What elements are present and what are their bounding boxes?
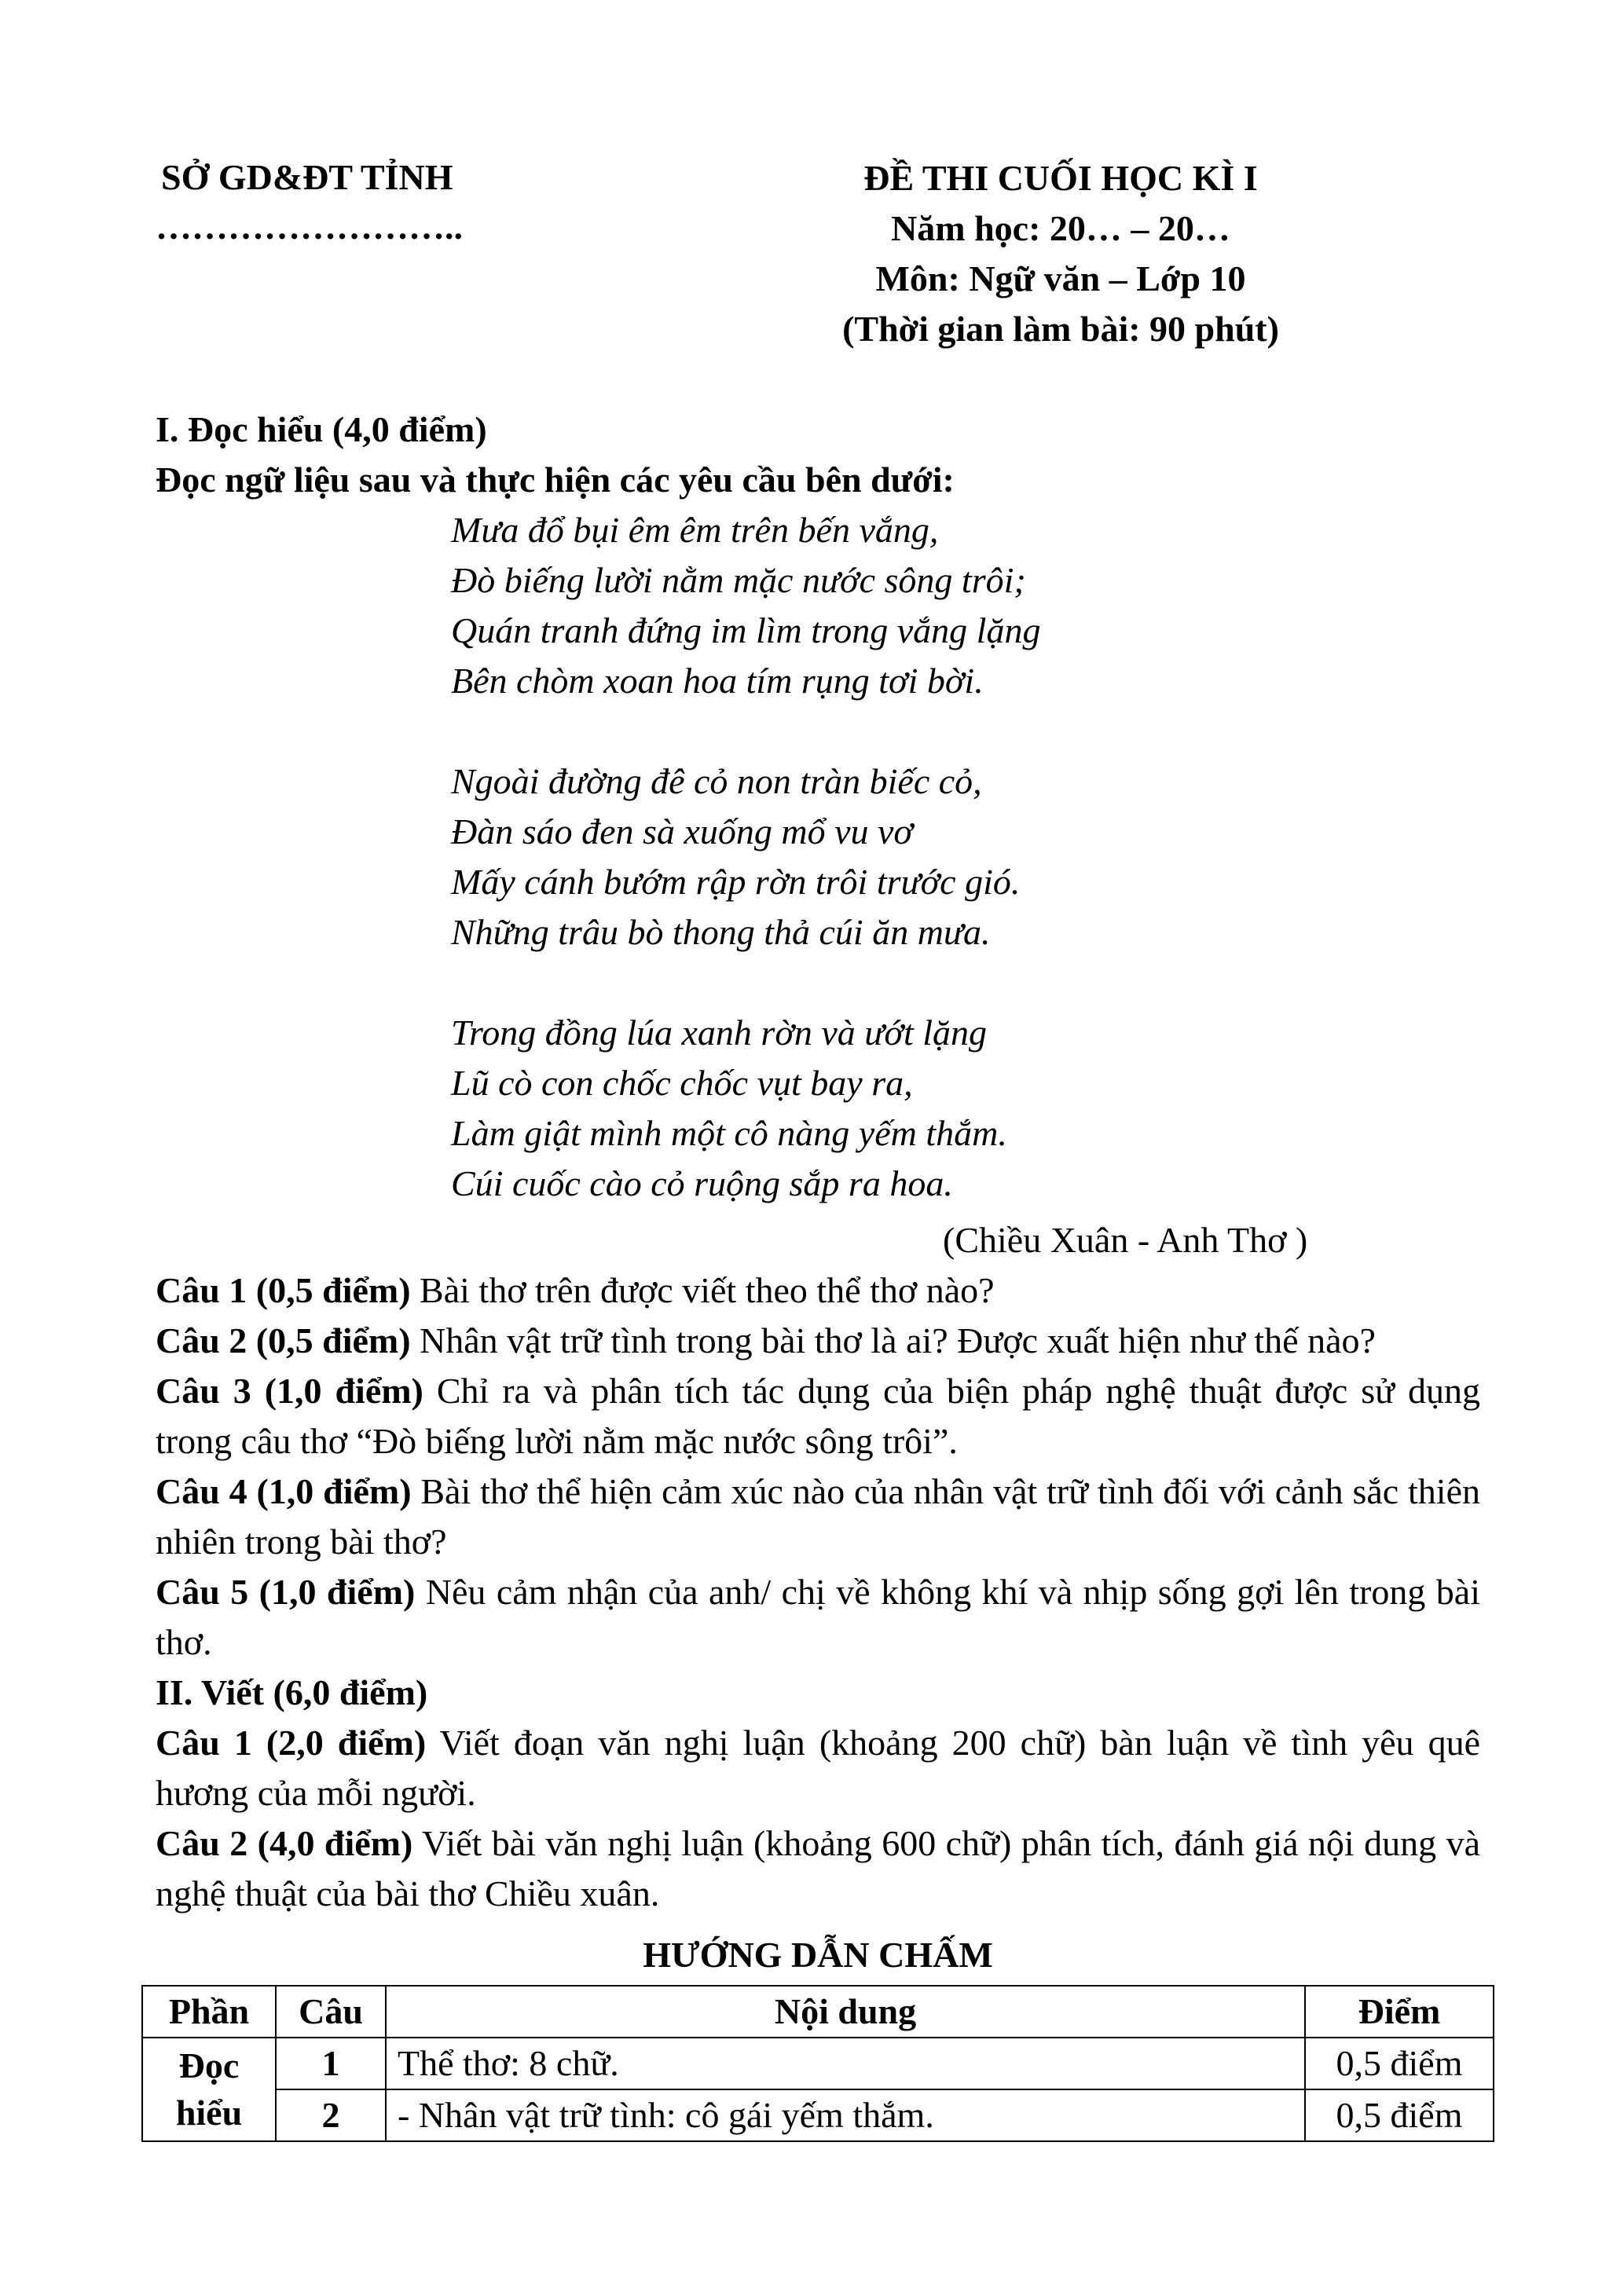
question-item [156, 1316, 1480, 1366]
section1-instruction: Đọc ngữ liệu sau và thực hiện các yêu cầu bên dưới: [156, 460, 955, 500]
part-cell [142, 2038, 276, 2141]
question-text: Viết đoạn văn nghị luận (khoảng 200 chữ) bàn luận về tình yêu quê hương của mỗi người. [156, 1723, 1480, 1813]
part-label-line: Đọc [178, 2045, 240, 2085]
poem-line: Cúi cuốc cào cỏ ruộng sắp ra hoa. [451, 1163, 953, 1203]
question-text: Chỉ ra và phân tích tác dụng của biện pháp nghệ thuật được sử dụng trong câu thơ “Đò biếng lười nằm mặc nước sông trôi”. [156, 1371, 1480, 1461]
part-label-line: hiểu [175, 2093, 243, 2133]
question-item [156, 1818, 1480, 1919]
poem-source: (Chiều Xuân - Anh Thơ ) [943, 1220, 1308, 1260]
question-label: Câu 2 (0,5 điểm) [156, 1320, 411, 1360]
question-label: Câu 5 (1,0 điểm) [156, 1572, 416, 1612]
poem-line: Những trâu bò thong thả cúi ăn mưa. [451, 912, 991, 952]
header-question: Câu [276, 1986, 386, 2038]
question-label: Câu 4 (1,0 điểm) [156, 1471, 412, 1511]
poem-line: Làm giật mình một cô nàng yếm thắm. [451, 1113, 1007, 1153]
question-label: Câu 3 (1,0 điểm) [156, 1371, 423, 1411]
header-score: Điểm [1305, 1986, 1494, 2038]
question-text: Bài thơ thể hiện cảm xúc nào của nhân vật trữ tình đối với cảnh sắc thiên nhiên trong bài thơ? [156, 1471, 1480, 1562]
poem [451, 505, 1040, 1209]
question-text: Bài thơ trên được viết theo thể thơ nào? [410, 1270, 995, 1310]
department-name: SỞ GD&ĐT TỈNH [161, 157, 453, 197]
question-item [156, 1265, 1480, 1316]
school-year: Năm học: 20… – 20… [891, 208, 1230, 248]
table-row [142, 2038, 1494, 2089]
question-text: Viết bài văn nghị luận (khoảng 600 chữ) phân tích, đánh giá nội dung và nghệ thuật của bài thơ Chiều xuân. [156, 1823, 1480, 1913]
poem-line: Ngoài đường đê cỏ non tràn biếc cỏ, [451, 761, 982, 801]
section1-title: I. Đọc hiểu (4,0 điểm) [156, 409, 487, 449]
poem-line: Mấy cánh bướm rập rờn trôi trước gió. [451, 862, 1021, 902]
poem-line: Đàn sáo đen sà xuống mổ vu vơ [451, 811, 913, 851]
answer-content: Thể thơ: 8 chữ. [386, 2038, 1305, 2089]
poem-line: Mưa đổ bụi êm êm trên bến vắng, [451, 510, 939, 550]
department-dots: …………………….. [156, 207, 463, 247]
poem-line: Đò biếng lười nằm mặc nước sông trôi; [451, 560, 1026, 600]
question-item [156, 1467, 1480, 1567]
question-item [156, 1567, 1480, 1668]
answer-score: 0,5 điểm [1305, 2089, 1494, 2141]
question-label: Câu 2 (4,0 điểm) [156, 1823, 413, 1863]
question-item [156, 1718, 1480, 1818]
question-number: 1 [276, 2038, 386, 2089]
question-item [156, 1366, 1480, 1467]
question-text: Nêu cảm nhận của anh/ chị về không khí và nhịp sống gợi lên trong bài thơ. [156, 1572, 1480, 1662]
poem-line: Trong đồng lúa xanh rờn và ướt lặng [451, 1013, 988, 1053]
question-label: Câu 1 (0,5 điểm) [156, 1270, 411, 1310]
exam-header-block [786, 153, 1336, 354]
table-header-row [142, 1986, 1494, 2038]
table-row [142, 2089, 1494, 2141]
poem-line: Bên chòm xoan hoa tím rụng tơi bời. [451, 661, 984, 701]
section2-title: II. Viết (6,0 điểm) [156, 1672, 428, 1712]
question-number: 2 [276, 2089, 386, 2141]
answer-content: - Nhân vật trữ tình: cô gái yếm thắm. [386, 2089, 1305, 2141]
questions-block [156, 1265, 1480, 1919]
grading-guide-title: HƯỚNG DẪN CHẤM [643, 1935, 993, 1975]
header-part: Phần [142, 1986, 276, 2038]
exam-title: ĐỀ THI CUỐI HỌC KÌ I [863, 158, 1258, 198]
poem-line: Lũ cò con chốc chốc vụt bay ra, [451, 1063, 913, 1103]
answer-score: 0,5 điểm [1305, 2038, 1494, 2089]
poem-line: Quán tranh đứng im lìm trong vắng lặng [451, 610, 1041, 650]
section1-block [156, 405, 1480, 505]
time-limit: (Thời gian làm bài: 90 phút) [842, 309, 1279, 349]
question-label: Câu 1 (2,0 điểm) [156, 1723, 427, 1763]
header-content: Nội dung [386, 1986, 1305, 2038]
grading-table [141, 1985, 1494, 2142]
question-text: Nhân vật trữ tình trong bài thơ là ai? Được xuất hiện như thế nào? [410, 1320, 1376, 1360]
subject-line: Môn: Ngữ văn – Lớp 10 [875, 258, 1246, 298]
